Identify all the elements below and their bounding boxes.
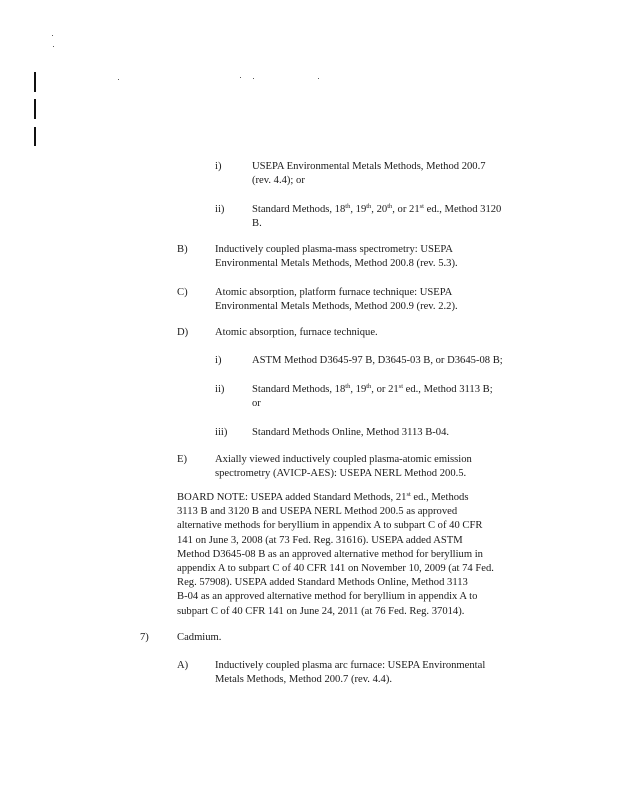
item-text: Inductively coupled plasma-mass spectrometry: USEPA Environmental Metals Methods, Method 200.8 (rev. 5.3). (215, 244, 458, 270)
board-note: BOARD NOTE: USEPA added Standard Methods, 21st ed., Methods 3113 B and 3120 B and USEPA NERL Method 200.5 as approved alternative methods for beryllium in appendix A to subpart C of 40 CFR 141 on June 3, 2008 (at 73 Fed. Reg. 31616). USEPA added ASTM Method D3645-08 B as an approved alternative method for beryllium in appendix A to subpart C of 40 CFR 141 on November 10, 2009 (at 74 Fed. Reg. 57908). USEPA added Standard Methods Online, Method 3113 B-04 as an approved alternative method for beryllium in appendix A to subpart C of 40 CFR 141 on June 24, 2011 (at 76 Fed. Reg. 37014). (177, 491, 494, 617)
item-label: C) (177, 287, 188, 298)
section-label: 7) (140, 632, 149, 643)
item-text: Inductively coupled plasma arc furnace: USEPA Environmental Metals Methods, Method 200.7 (rev. 4.4). (215, 660, 486, 686)
item-text: Atomic absorption, platform furnace technique: USEPA Environmental Metals Methods, Method 200.9 (rev. 2.2). (215, 287, 458, 313)
item-label: D) (177, 327, 189, 338)
item-text: ASTM Method D3645-97 B, D3645-03 B, or D3645-08 B; (252, 355, 503, 366)
revision-bar-2 (34, 99, 36, 119)
item-text: Standard Methods Online, Method 3113 B-04. (252, 427, 450, 438)
item-label: ii) (215, 204, 225, 215)
item-label: A) (177, 660, 189, 671)
scan-speck (118, 79, 119, 80)
item-label: B) (177, 244, 188, 255)
section-title: Cadmium. (177, 632, 222, 643)
item-label: i) (215, 355, 222, 366)
scan-speck (318, 78, 319, 79)
item-text: USEPA Environmental Metals Methods, Method 200.7 (rev. 4.4); or (252, 161, 486, 187)
item-text: Standard Methods, 18th, 19th, or 21st ed., Method 3113 B; or (252, 383, 493, 410)
item-text: Standard Methods, 18th, 19th, 20th, or 21st ed., Method 3120 B. (252, 203, 502, 230)
item-text: Axially viewed inductively coupled plasma-atomic emission spectrometry (AVICP-AES): USEPA NERL Method 200.5. (215, 454, 472, 480)
item-text: Atomic absorption, furnace technique. (215, 327, 378, 338)
scan-speck (240, 77, 241, 78)
item-label: iii) (215, 427, 228, 438)
scan-speck (53, 46, 54, 47)
scan-speck (253, 78, 254, 79)
scan-speck (52, 35, 53, 36)
revision-bar-3 (34, 127, 36, 146)
item-label: i) (215, 161, 222, 172)
revision-bar-1 (34, 72, 36, 92)
item-label: ii) (215, 384, 225, 395)
item-label: E) (177, 454, 187, 465)
